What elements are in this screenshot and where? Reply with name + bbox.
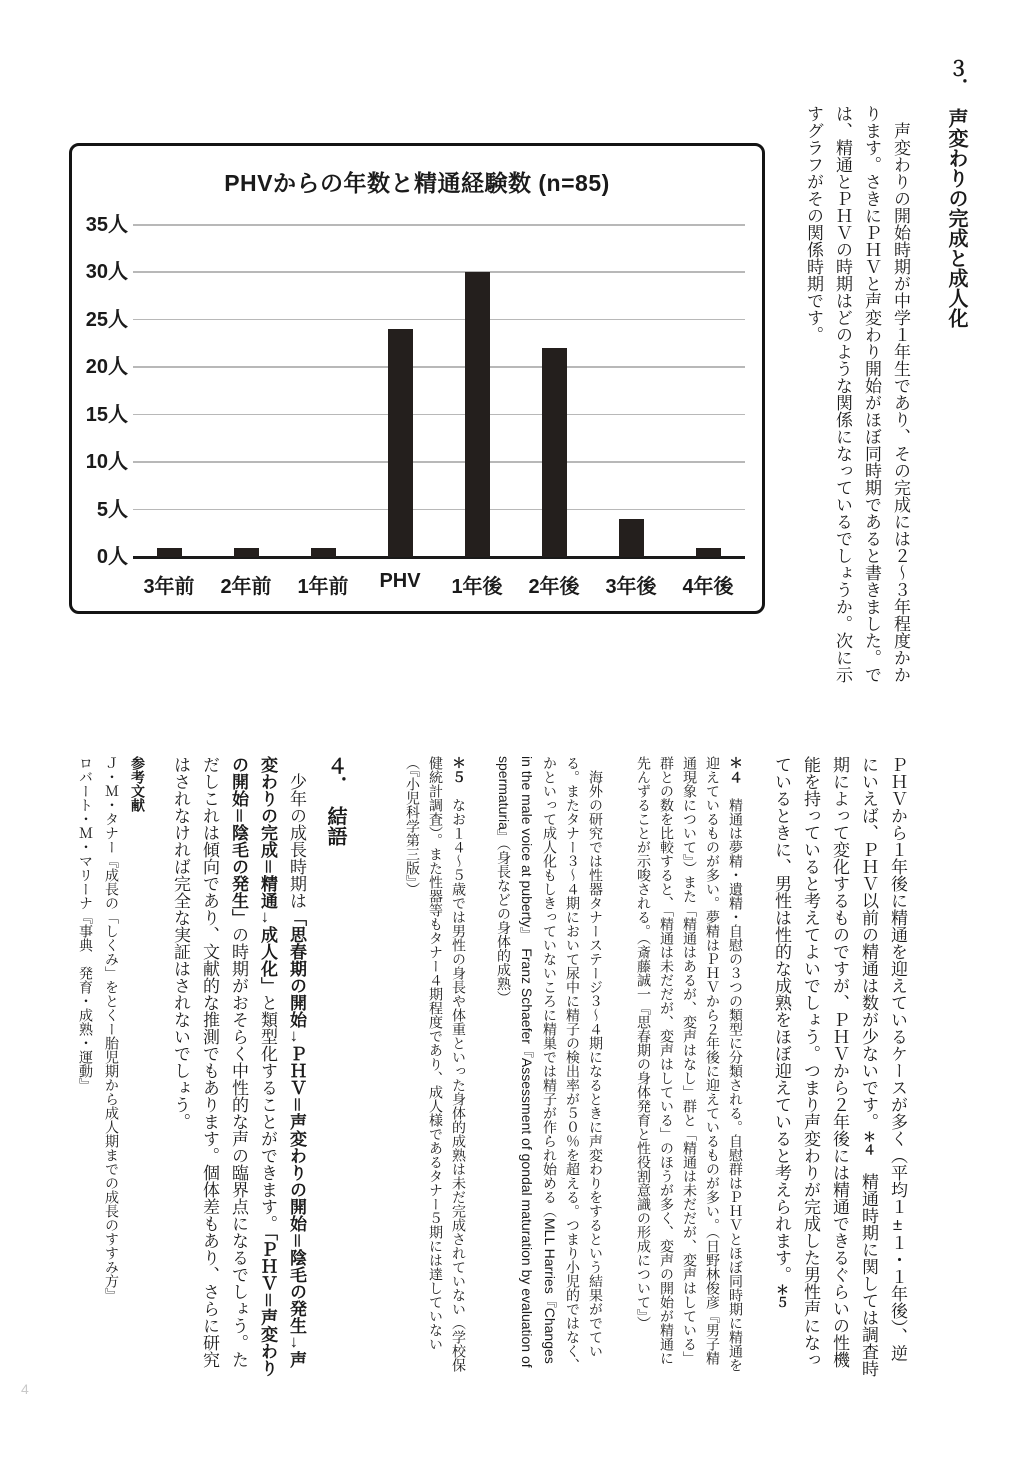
grid-line [133,224,745,226]
page-number: 4 [21,1381,29,1397]
section-4-heading: ４． 結語 [324,756,346,846]
section-4 [166,756,349,1378]
conclusion-text-1: 少年の成長時期は [287,756,306,909]
x-axis-category-label: 3年後 [605,576,657,598]
conclusion-bold-1: 「思春期の開始→ＰＨＶ＝声変わりの開始＝陰毛の発生→声変わりの完成＝精通→成人化」 [258,756,306,1368]
x-axis-category-label: 1年前 [297,576,349,598]
conclusion-text-3: の時期がおそらく中性的な声の臨界点になるでしょう。ただしこれは傾向であり、文献的な推測でもあります。個体差もあり、さらに研究はされなければ完全な実証はされないでしょう。 [171,756,248,1368]
bar [157,548,182,557]
footnote-ref-5: ＊５ [774,1283,789,1309]
footnote-4-continued: 海外の研究では性器タナーステージ３～４期になるときに声変わりをするという結果がでている。またタナー３～４期において尿中に精子の検出率が５０％を超える。つまり小児的ではなく、かといって成人化もしきっていないころに精巣では精子が作られ始める（MLL Harries『Changes in the male voice at puberty』 Franz Schaefer『Assessment of gondal maturation by evaluation of spermaturia』（身長などの身体的成熟） [496,756,604,1372]
chart-plot-area [72,146,762,611]
x-axis-category-label: 2年前 [220,576,272,598]
section-3 [799,58,970,693]
chart-title: PHVからの年数と精通経験数 (n=85) [224,170,610,196]
x-axis-category-label: 3年前 [143,576,195,598]
grid-line [133,271,745,273]
grid-line [133,461,745,463]
bar [542,348,567,557]
main-paragraph [767,756,912,1378]
y-axis-tick-label: 0人 [96,546,128,568]
grid-line [133,366,745,368]
footnote-5 [401,756,470,1378]
x-axis-category-label: 1年後 [451,576,503,598]
grid-line [133,319,745,321]
conclusion-text-2: と類型化することができます。 [258,994,277,1232]
footnote-4-text: 精通は夢精・遺精・自慰の３つの類型に分類される。自慰群はＰＨＶとほぼ同時期に精通を迎えているものが多い。夢精はＰＨＶから２年後に迎えているものが多い。（日野林俊彦『男子精通現象について』）また「精通はあるが、変声はなし」群と「精通は未だだが、変声はしている」群との数を比較すると、「精通は未だだが、変声はしている」のほうが多く、変声の開始が精通に先んずることが示唆される。（斎藤誠一『思春期の身体発育と性役割意識の形成について』） [636,756,744,1372]
bottom-text-block [73,756,912,1378]
bar [234,548,259,557]
main-paragraph-text-1: ＰＨＶから１年後に精通を迎えているケースが多く（平均１±１・１年後）、逆にいえば、ＰＨＶ以前の精通は数が少ないです。 [859,756,907,1362]
section-3-paragraph: 声変わりの開始時期が中学１年生であり、その完成には２～３年程度かかります。さきにＰＨＶと声変わり開始がほぼ同時期であると書きました。では、精通とＰＨＶの時期はどのような関係になっているでしょうか。次に示すグラフがその関係時期です。 [804,105,910,683]
bar [696,548,721,557]
section-3-heading: ３． 声変わりの完成と成人化 [945,58,967,328]
reference-item-2: ロバート・Ｍ・マリーナ『事典 発育・成熟・運動』 [78,756,94,1092]
references-heading: 参考文献 [130,756,146,812]
reference-item-1: Ｊ・Ｍ・タナー『成長の「しくみ」をとくー胎児期から成人期までの成長のすすみ方』 [104,756,120,1302]
bar-chart [69,143,765,614]
references [73,756,151,1378]
y-axis-tick-label: 30人 [85,261,128,284]
bar [311,548,336,557]
bar [619,519,644,557]
grid-line [133,414,745,416]
x-axis-category-label: 2年後 [528,576,580,598]
y-axis-tick-label: 35人 [85,214,128,236]
footnote-5-marker: ＊５ [451,756,467,784]
x-axis-category-label: PHV [379,570,421,592]
bar [388,329,413,557]
conclusion-paragraph [166,756,311,1378]
conclusion-bold-2: 「ＰＨＶ＝声変わりの開始＝陰毛の発生」 [229,756,277,1377]
y-axis-tick-label: 20人 [85,356,128,379]
y-axis-tick-label: 5人 [96,498,128,521]
footnote-4-marker: ＊４ [728,756,744,784]
main-paragraph-text-2: 精通時期に関しては調査時期によって変化するものですが、ＰＨＶから２年後には精通できるぐらいの性機能を持っていると考えてよいでしょう。つまり声変わりが完成した男性声になっているときに、男性は性的な成熟をほぼ迎えていると考えられます。 [772,756,878,1377]
footnote-4 [632,756,747,1378]
y-axis-tick-label: 10人 [85,451,128,474]
footnote-5-text: なお１４～５歳では男性の身長や体重といった身体的成熟は未だ完成されていない（学校保健統計調査）。また性器等もタナー４期程度であり、成人様であるタナー５期には達していない（『小児科学第三版』） [405,756,467,1372]
grid-line [133,509,745,511]
footnote-ref-4: ＊４ [861,1130,876,1156]
y-axis-tick-label: 15人 [85,403,128,426]
x-axis-category-label: 4年後 [682,576,734,598]
y-axis-tick-label: 25人 [85,308,128,331]
x-axis-line [133,556,745,559]
bar [465,272,490,557]
